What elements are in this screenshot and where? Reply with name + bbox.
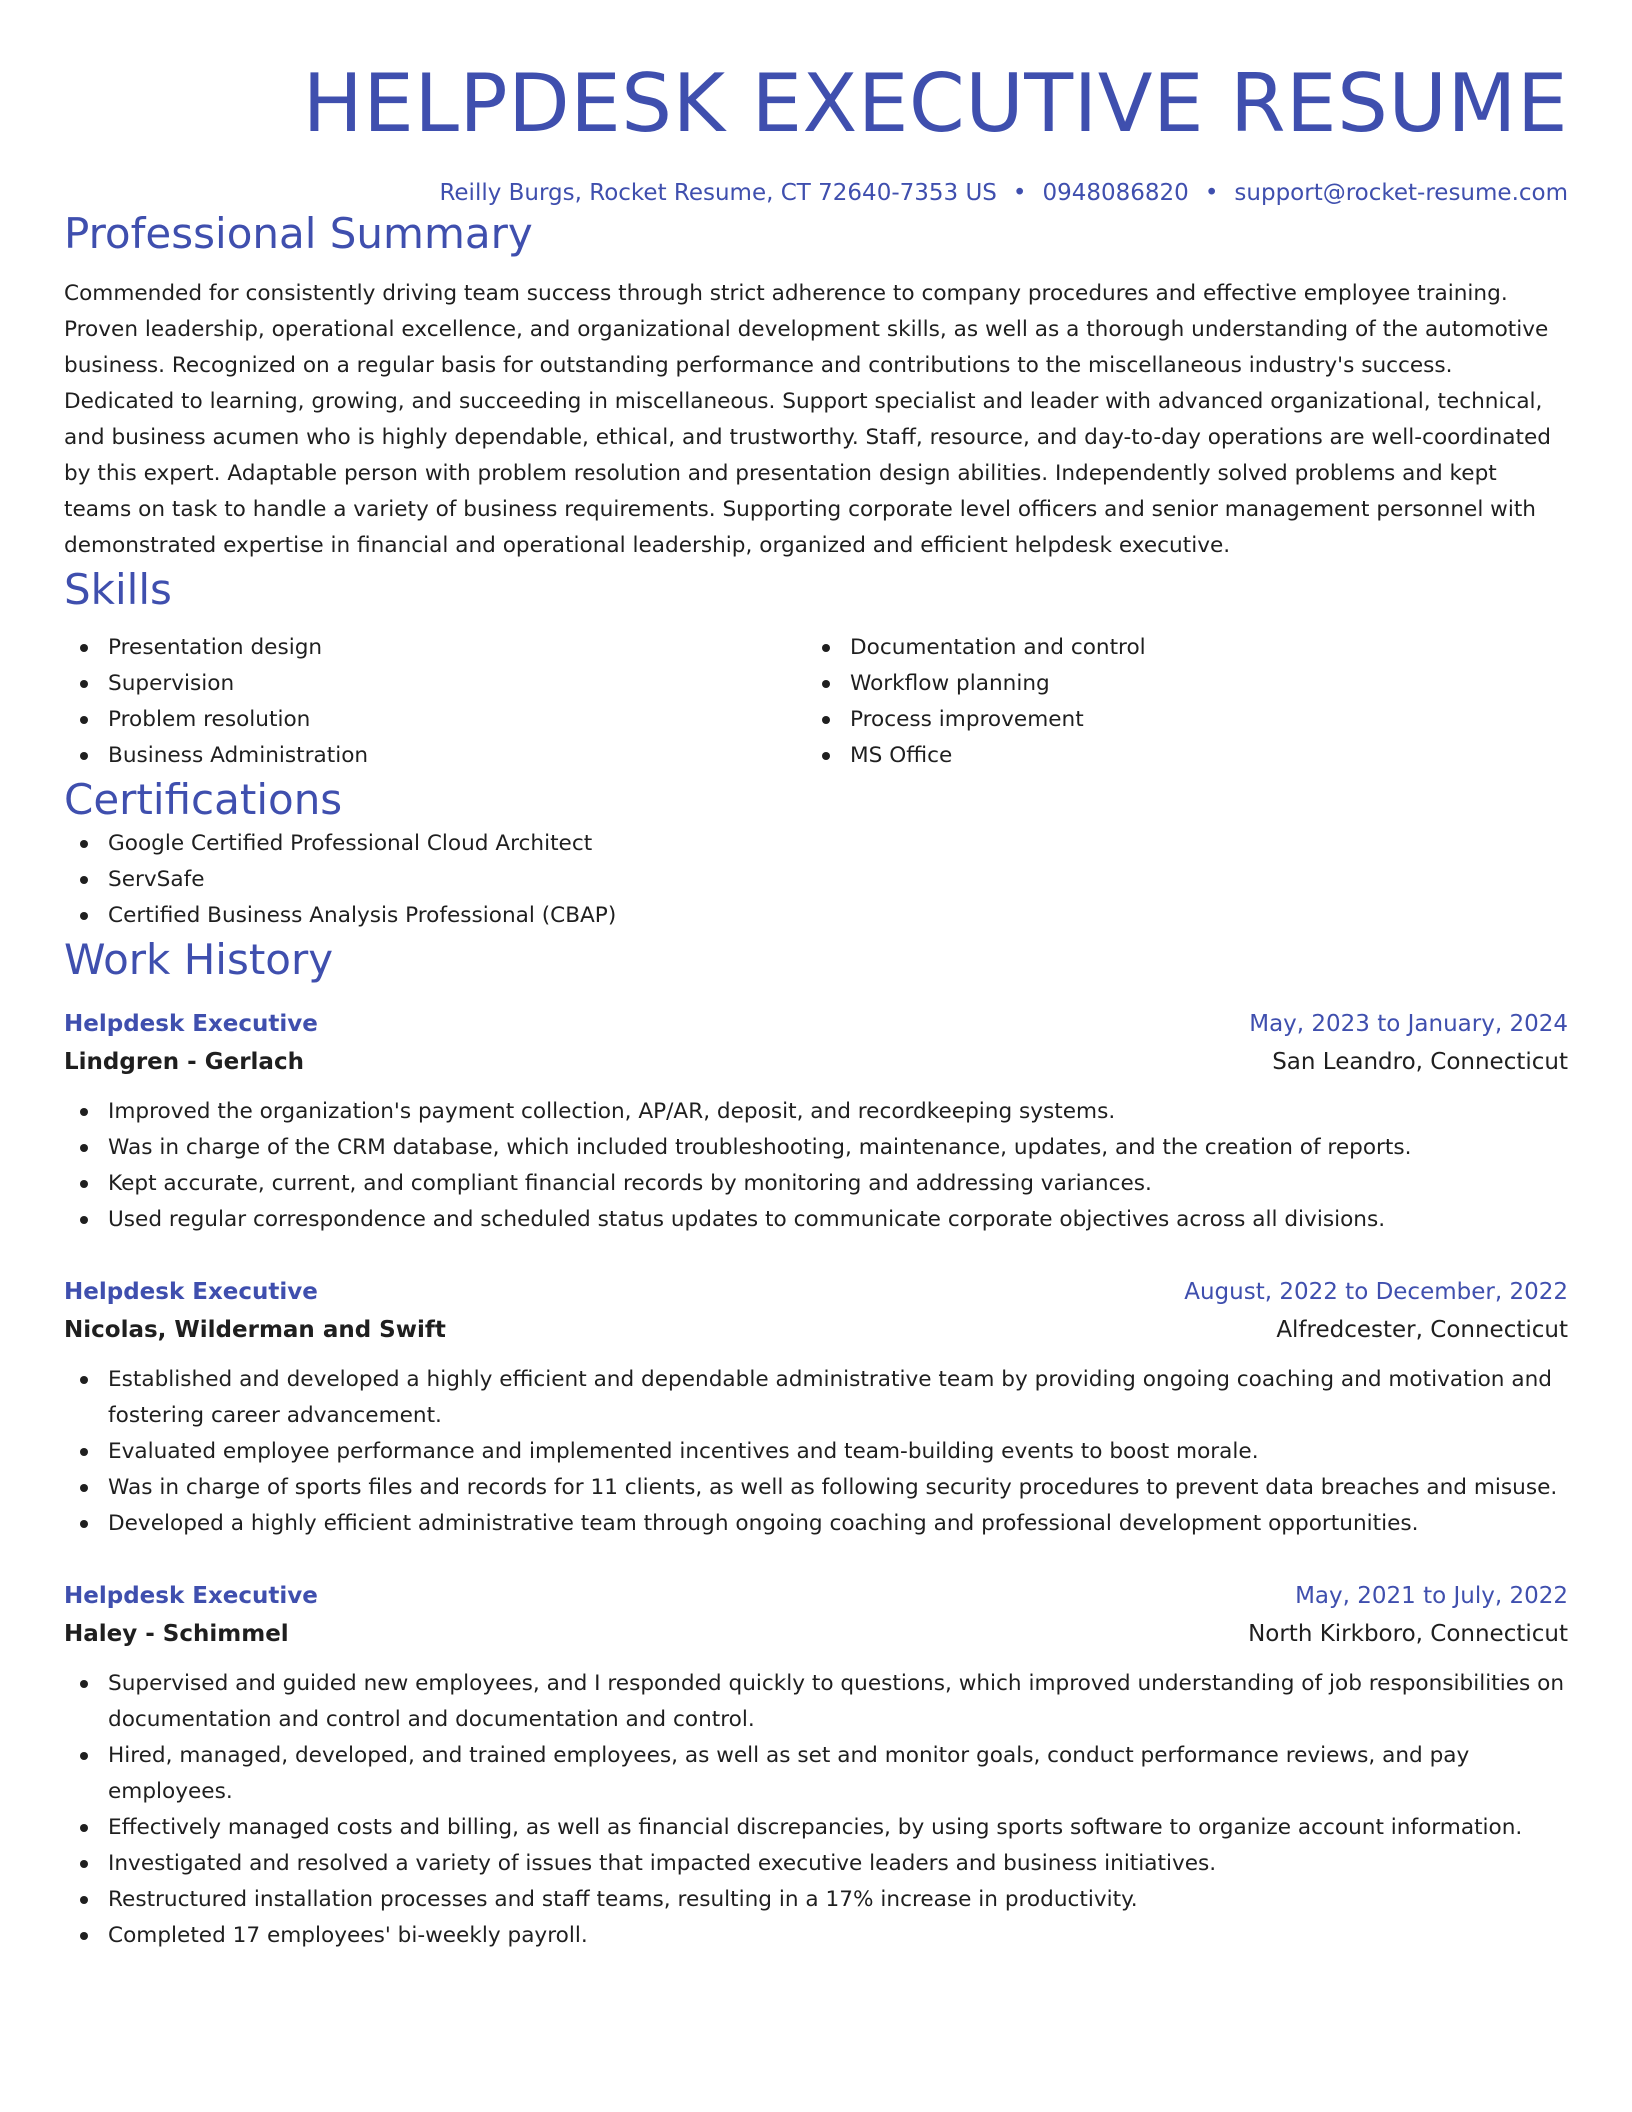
job-company: Lindgren - Gerlach (64, 1049, 304, 1075)
job-title: Helpdesk Executive (64, 1279, 318, 1305)
skill-item: MS Office (806, 738, 1548, 774)
skill-item: Presentation design (64, 630, 806, 666)
skill-item: Workflow planning (806, 666, 1548, 702)
skill-item: Business Administration (64, 738, 806, 774)
job-bullet: Restructured installation processes and staff teams, resulting in a 17% increase in productivity. (64, 1882, 1568, 1918)
job-bullets (64, 1666, 1568, 1954)
job-bullet: Completed 17 employees' bi-weekly payroll. (64, 1918, 1568, 1954)
contact-separator: • (1012, 180, 1027, 206)
skills-column-left (64, 630, 806, 774)
job-bullet: Effectively managed costs and billing, as well as financial discrepancies, by using sports software to organize account information. (64, 1810, 1568, 1846)
job-bullets (64, 1362, 1568, 1542)
job-title: Helpdesk Executive (64, 1011, 318, 1037)
contact-phone: 0948086820 (1042, 180, 1189, 206)
skill-item: Problem resolution (64, 702, 806, 738)
job-bullet: Hired, managed, developed, and trained employees, as well as set and monitor goals, conduct performance reviews, and pay employees. (64, 1738, 1568, 1810)
resume-page (64, 0, 1568, 1954)
skills-heading: Skills (64, 565, 172, 614)
job-entry (64, 1006, 1568, 1238)
job-entry (64, 1578, 1568, 1954)
job-dates: August, 2022 to December, 2022 (1184, 1279, 1568, 1305)
job-title: Helpdesk Executive (64, 1583, 318, 1609)
summary-text: Commended for consistently driving team success through strict adherence to company procedures and effective employee training. Proven leadership, operational excellence, and organizational development skills, as well as a thorough understanding of the automotive business. Recognized on a regular basis for outstanding performance and contributions to the miscellaneous industry's success. Dedicated to learning, growing, and succeeding in miscellaneous. Support specialist and leader with advanced organizational, technical, and business acumen who is highly dependable, ethical, and trustworthy. Staff, resource, and day-to-day operations are well-coordinated by this expert. Adaptable person with problem resolution and presentation design abilities. Independently solved problems and kept teams on task to handle a variety of business requirements. Supporting corporate level officers and senior management personnel with demonstrated expertise in financial and operational leadership, organized and efficient helpdesk executive. (64, 281, 1551, 558)
job-bullet: Used regular correspondence and scheduled status updates to communicate corporate objectives across all divisions. (64, 1202, 1568, 1238)
skills-column-right (806, 630, 1548, 774)
skill-item: Process improvement (806, 702, 1548, 738)
job-bullet: Developed a highly efficient administrative team through ongoing coaching and professional development opportunities. (64, 1506, 1568, 1542)
job-bullet: Established and developed a highly efficient and dependable administrative team by providing ongoing coaching and motivation and fostering career advancement. (64, 1362, 1568, 1434)
skill-item: Supervision (64, 666, 806, 702)
contact-line (64, 178, 1568, 208)
job-company: Haley - Schimmel (64, 1621, 289, 1647)
job-bullets (64, 1094, 1568, 1238)
resume-title: HELPDESK EXECUTIVE RESUME (302, 57, 1568, 150)
job-dates: May, 2021 to July, 2022 (1295, 1583, 1568, 1609)
job-location: Alfredcester, Connecticut (1276, 1317, 1568, 1343)
job-bullet: Supervised and guided new employees, and I responded quickly to questions, which improved understanding of job responsibilities on documentation and control and documentation and control. (64, 1666, 1568, 1738)
job-bullet: Was in charge of sports files and records for 11 clients, as well as following security procedures to prevent data breaches and misuse. (64, 1470, 1568, 1506)
certifications-list (64, 826, 1568, 934)
job-bullet: Was in charge of the CRM database, which included troubleshooting, maintenance, updates, and the creation of reports. (64, 1130, 1568, 1166)
certification-item: Certified Business Analysis Professional (CBAP) (64, 898, 1568, 934)
job-company: Nicolas, Wilderman and Swift (64, 1317, 446, 1343)
certification-item: Google Certified Professional Cloud Architect (64, 826, 1568, 862)
skill-item: Documentation and control (806, 630, 1548, 666)
job-entry (64, 1274, 1568, 1542)
job-dates: May, 2023 to January, 2024 (1249, 1011, 1568, 1037)
work-history-heading: Work History (64, 935, 334, 984)
job-location: North Kirkboro, Connecticut (1248, 1621, 1568, 1647)
summary-heading: Professional Summary (64, 209, 533, 258)
job-bullet: Investigated and resolved a variety of issues that impacted executive leaders and business initiatives. (64, 1846, 1568, 1882)
contact-address: Reilly Burgs, Rocket Resume, CT 72640-7353 US (439, 180, 997, 206)
certifications-heading: Certifications (64, 775, 343, 824)
skills-list (64, 630, 1568, 774)
certification-item: ServSafe (64, 862, 1568, 898)
job-bullet: Evaluated employee performance and implemented incentives and team-building events to boost morale. (64, 1434, 1568, 1470)
job-location: San Leandro, Connecticut (1272, 1049, 1568, 1075)
contact-separator: • (1204, 180, 1219, 206)
job-bullet: Kept accurate, current, and compliant financial records by monitoring and addressing variances. (64, 1166, 1568, 1202)
contact-email: support@rocket-resume.com (1234, 180, 1568, 206)
job-bullet: Improved the organization's payment collection, AP/AR, deposit, and recordkeeping systems. (64, 1094, 1568, 1130)
